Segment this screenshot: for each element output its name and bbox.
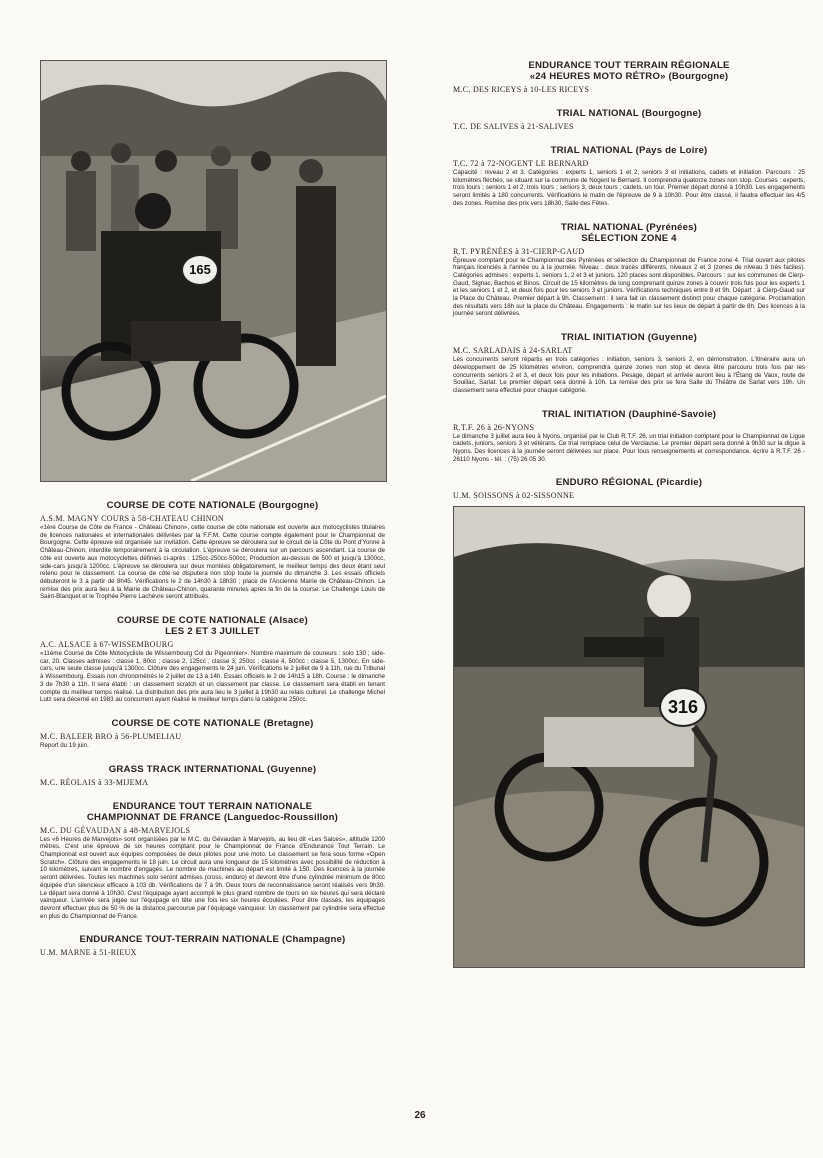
section-title <box>453 108 805 119</box>
club-name: M.C. RÉOLAIS à 33-MIJEMA <box>40 777 149 787</box>
photo-illustration <box>454 507 804 967</box>
section-title <box>453 145 805 156</box>
club-name: R.T.F. 26 à 26-NYONS <box>453 422 535 432</box>
title-text: TRIAL NATIONAL <box>550 145 633 156</box>
region-text: (Pays de Loire) <box>635 145 708 156</box>
section-body: Report du 19 juin. <box>40 741 89 749</box>
section-course-cote-bourgogne <box>40 500 385 601</box>
title-text: GRASS TRACK INTERNATIONAL <box>108 763 265 775</box>
club-name: A.S.M. MAGNY COURS à 58-CHATEAU CHINON <box>40 514 224 523</box>
section-trial-initiation-guyenne <box>453 332 805 395</box>
club-name: M.C. BALEER BRO à 56-PLUMELIAU <box>40 731 182 741</box>
club-name: M.C. DES RICEYS à 10-LES RICEYS <box>453 85 590 94</box>
club-name: T.C. 72 à 72-NOGENT LE BERNARD <box>453 159 589 168</box>
section-title <box>40 934 385 945</box>
section-title <box>453 332 805 343</box>
race-number-plate: 165 <box>181 254 219 286</box>
title2-text: CHAMPIONNAT DE FRANCE <box>86 811 221 823</box>
title-text: COURSE DE COTE NATIONALE <box>111 717 261 729</box>
section-enduro-picardie <box>453 477 805 500</box>
region-text: (Bretagne) <box>263 717 314 729</box>
section-title <box>453 222 805 233</box>
region-text: (Bourgogne) <box>258 500 319 511</box>
section-title <box>40 764 385 775</box>
section-body: Épreuve comptant pour le Championnat des Pyrénées et sélection du Championnat de France zone 4. Trial ouvert aux pilotes français licenciés à l'année ou à la journée. Niveau : deux tracés différents, niveaux 2 et 3 (zones de niveau 3 très faciles). Catégories admises : experts 1, seniors 1, 2 et 3 et juniors. 120 places sont disponibles. Parcours : sur les communes de Cierp-Gaud, Signac, Bachos et Binos. Circuit de 15 kilomètres de long comprenant quinze zones à couvrir trois fois pour les experts 1 et les seniors 1 et 2, et deux fois pour les seniors 3 et juniors. Vérifications techniques entre 8 et 9h. Départ : à Cierp-Gaud sur la Place du Château. Premier départ à 9h. Classement : il sera fait un classement distinct pour chaque catégorie. Proclamation des résultats vers 18h sur la place du Château. Engagements : le matin sur les lieux de départ à partir de 8h. Des licences à la journée seront délivrées. <box>453 256 805 318</box>
section-body: Le dimanche 3 juillet aura lieu à Nyons, organisé par le Club R.T.F. 26, un trial initiation comptant pour le Championnat de Ligue cadets, juniors, seniors 3 et vétérans. Ce trial remplace celui de Verclause. Le premier départ sera donné à 9h30 sur la digue à Nyons. Des licences à la journée seront délivrées sur place. Pour tous renseignements et correspondance, écrire à R.T.F. 26 - 26110 Nyons - tél. : (75) 26 05 30. <box>453 432 805 463</box>
title-text: COURSE DE COTE NATIONALE <box>106 500 256 511</box>
region-text: (Guyenne) <box>267 763 317 775</box>
region-text: (Bourgogne) <box>668 71 729 82</box>
section-title <box>453 477 805 488</box>
title-text: ENDURANCE TOUT-TERRAIN NATIONALE <box>79 934 280 946</box>
section-endurance-retro <box>453 60 805 94</box>
section-course-cote-alsace <box>40 615 385 704</box>
section-course-cote-bretagne <box>40 718 385 750</box>
left-column <box>40 60 385 958</box>
title-text: COURSE DE COTE NATIONALE <box>117 615 267 627</box>
section-subtitle: SÉLECTION ZONE 4 <box>581 232 677 244</box>
region-text: (Picardie) <box>656 477 703 489</box>
region-text: (Pyrénées) <box>646 221 698 233</box>
section-grass-track <box>40 764 385 787</box>
hillclimb-motorcycle-photo <box>40 60 387 482</box>
region-text: (Dauphiné-Savoie) <box>628 408 717 420</box>
section-endurance-champagne <box>40 934 385 957</box>
section-trial-bourgogne <box>453 108 805 131</box>
section-trial-initiation-dauphine <box>453 409 805 464</box>
section-subtitle <box>40 812 385 823</box>
region-text: (Champagne) <box>281 934 346 946</box>
section-body: «11ème Course de Côte Motocycliste de Wissembourg Col du Pigeonnier». Nombre maximum de coureurs : solo 130 ; side-car, 20. Classes admises : classe 1, 80cc ; classe 2, 125cc ; classe 3, 250cc ; classe 4, 500cc ; classe 5, 1300cc. En side-cars, une seule classe jusqu'à 1300cc. Clôture des engagements le 24 juin. Vérifications le 2 juillet de 9 à 11h, rue du Tribunal à Wissembourg. Essais non chronométrés le 2 juillet de 13 à 14h. Essais officiels le 2 de 14h15 à 18h. Course : le dimanche 3 de 7h30 à 11h. Il sera établi : un classement scratch et un classement par classe. Le classement sera établi en tenant compte du meilleur temps réalisé. La distribution des prix aura lieu le 3 juillet à 19h30 au relais culturel. Le challenge Michel Lutz sera décerné en 1983 au concurrent ayant réalisé le meilleur temps dans la catégorie 250cc. <box>40 650 385 704</box>
club-name: R.T. PYRÉNÉES à 31-CIERP-GAUD <box>453 246 585 256</box>
club-name: T.C. DE SALIVES à 21-SALIVES <box>453 122 574 131</box>
region-text: (Languedoc-Roussillon) <box>223 811 339 823</box>
title-text: TRIAL INITIATION <box>541 408 626 420</box>
section-trial-pays-de-loire <box>453 145 805 208</box>
section-trial-pyrenees <box>453 222 805 319</box>
section-title: ENDURANCE TOUT TERRAIN RÉGIONALE <box>528 60 730 71</box>
title-text: ENDURO RÉGIONAL <box>555 477 654 489</box>
club-name: U.M. MARNE à 51-RIEUX <box>40 948 137 958</box>
title-text: TRIAL NATIONAL <box>560 221 644 233</box>
club-name: M.C. SARLADAIS à 24-SARLAT <box>453 346 573 356</box>
section-title: ENDURANCE TOUT TERRAIN NATIONALE <box>112 800 313 812</box>
section-title <box>40 615 385 626</box>
page-number: 26 <box>414 1110 426 1121</box>
section-title <box>453 409 805 420</box>
race-number-plate: 316 <box>659 687 707 727</box>
section-title <box>40 500 385 511</box>
title-text: TRIAL NATIONAL <box>556 108 639 119</box>
section-subtitle <box>453 71 805 82</box>
section-body: Les concurrents seront répartis en trois catégories : initiation, seniors 3, seniors 2, en démonstration. L'itinéraire aura un développement de 25 kilomètres environ, comprendra quinze zones non stop et devra être parcouru trois fois par les concurrents seniors 2 et 3, et deux fois pour les initiations. Pesage, départ et arrivée auront lieu à l'Étang de Vaux, route de Souillac, Sarlat. Le premier départ sera donné à 10h. La remise des prix se fera Salle du Théâtre de Sarlat vers 19h. Un classement sera effectué pour chaque catégorie. <box>453 356 805 394</box>
section-body: «1ère Course de Côte de France - Château Chinon», cette course de côte nationale est ouverte aux motocyclistes titulaires de licences nationales et internationales délivrées par la F.F.M. Cette course compte également pour le Championnat de Bourgogne. Cette épreuve est organisée sur invitation. Cette épreuve se déroulera sur le circuit de la Côte du Pont d'Yonne à Château-Chinon, interdite temporairement à la circulation. L'épreuve se déroulera sur un parcours ascendant. La course de côte est ouverte aux motocyclettes définies ci-après : 125cc-250cc-500cc, Production au-dessus de 500 et jusqu'à 1300cc, side-cars jusqu'à 1200cc. L'épreuve se déroulera sur deux montées obligatoirement, le meilleur temps des deux étant seul retenu pour le classement. La course de côte se disputera non stop toute la journée du dimanche 3. Les essais officiels débuteront le 3 à partir de 8h45. Vérifications le 2 de 14h30 à 18h30 ; place de l'Ancienne Mairie de Château-Chinon. La remise des prix aura lieu à la Mairie de Château-Chinon, quarante minutes après la fin de la course. Le Challenge Louis de Saint-Blanquet et le Trophée Pierre Lachèvre seront attribués. <box>40 524 385 601</box>
region-text: (Guyenne) <box>647 332 697 344</box>
club-name: U.M. SOISSONS à 02-SISSONNE <box>453 491 575 501</box>
region-text: (Bourgogne) <box>641 108 702 119</box>
section-title <box>40 718 385 729</box>
section-endurance-languedoc <box>40 801 385 921</box>
section-body: Les «6 Heures de Marvejols» sont organisées par le M.C. du Gévaudan à Marvejols, au lieu dit «Les Salces», altitude 1200 mètres. C'est une épreuve de six heures comptant pour le Championnat de France d'Endurance Tout Terrain. Le Championnat est ouvert aux équipes composées de deux pilotes pour une moto. Le classement se fera sous forme «Open Scratch». Clôture des engagements le 18 juin. Le circuit aura une longueur de 15 kilomètres avec possibilité de réduction à 10 kilomètres, suivant le nombre d'engagés. Le nombre de machines au départ est limité à 150. Des licences à la journée seront délivrées. Toutes les machines solo seront admises (cross, enduro) et devront être d'une cylindrée minimum de 80cc équipée d'un silencieux efficace à 103 db. Vérifications de 7 à 9h. Deux tours de reconnaissance seront réalisés vers 9h30. Le départ sera donné à 10h30. C'est l'équipage ayant accompli le plus grand nombre de tours en six heures qui sera déclaré vainqueur. L'arrivée sera jugée sur l'équipage en tête une fois les six heures écoulées. Pour être classés, les équipages devront effectuer plus de 50 % de la distance parcourue par l'équipage vainqueur. Un classement par cylindrée sera effectué en plus du Championnat de France. <box>40 835 385 920</box>
section-body: Capacité : niveau 2 et 3. Catégories : experts 1, seniors 1 et 2, seniors 3 et initiations, cadets et initiation. Parcours : 25 kilomètres fléchés, se situant sur la commune de Nogent le Bernard. Il comprendra quatorze zones non stop. Courses : experts, trois tours ; seniors 1 et 2, trois tours ; seniors 3, deux tours ; cadets, un tour. Premier départ donné à 10h30. Les engagements seront limités à 180 concurrents. Vérifications le matin de l'épreuve de 9 à 10h30. Pour être classé, il faudra effectuer les 4/5 des zones. Remise des prix vers 18h30, Salle des Fêtes. <box>453 169 805 207</box>
right-column <box>453 60 805 968</box>
section-subtitle: LES 2 ET 3 JUILLET <box>165 626 260 638</box>
club-name: M.C. DU GÉVAUDAN à 48-MARVEJOLS <box>40 825 191 835</box>
club-name: A.C. ALSACE à 67-WISSEMBOURG <box>40 640 174 650</box>
enduro-motorcycle-photo <box>453 506 805 968</box>
title-text: TRIAL INITIATION <box>561 332 645 344</box>
region-text: (Alsace) <box>269 615 308 627</box>
title2-text: «24 HEURES MOTO RÉTRO» <box>529 71 666 82</box>
